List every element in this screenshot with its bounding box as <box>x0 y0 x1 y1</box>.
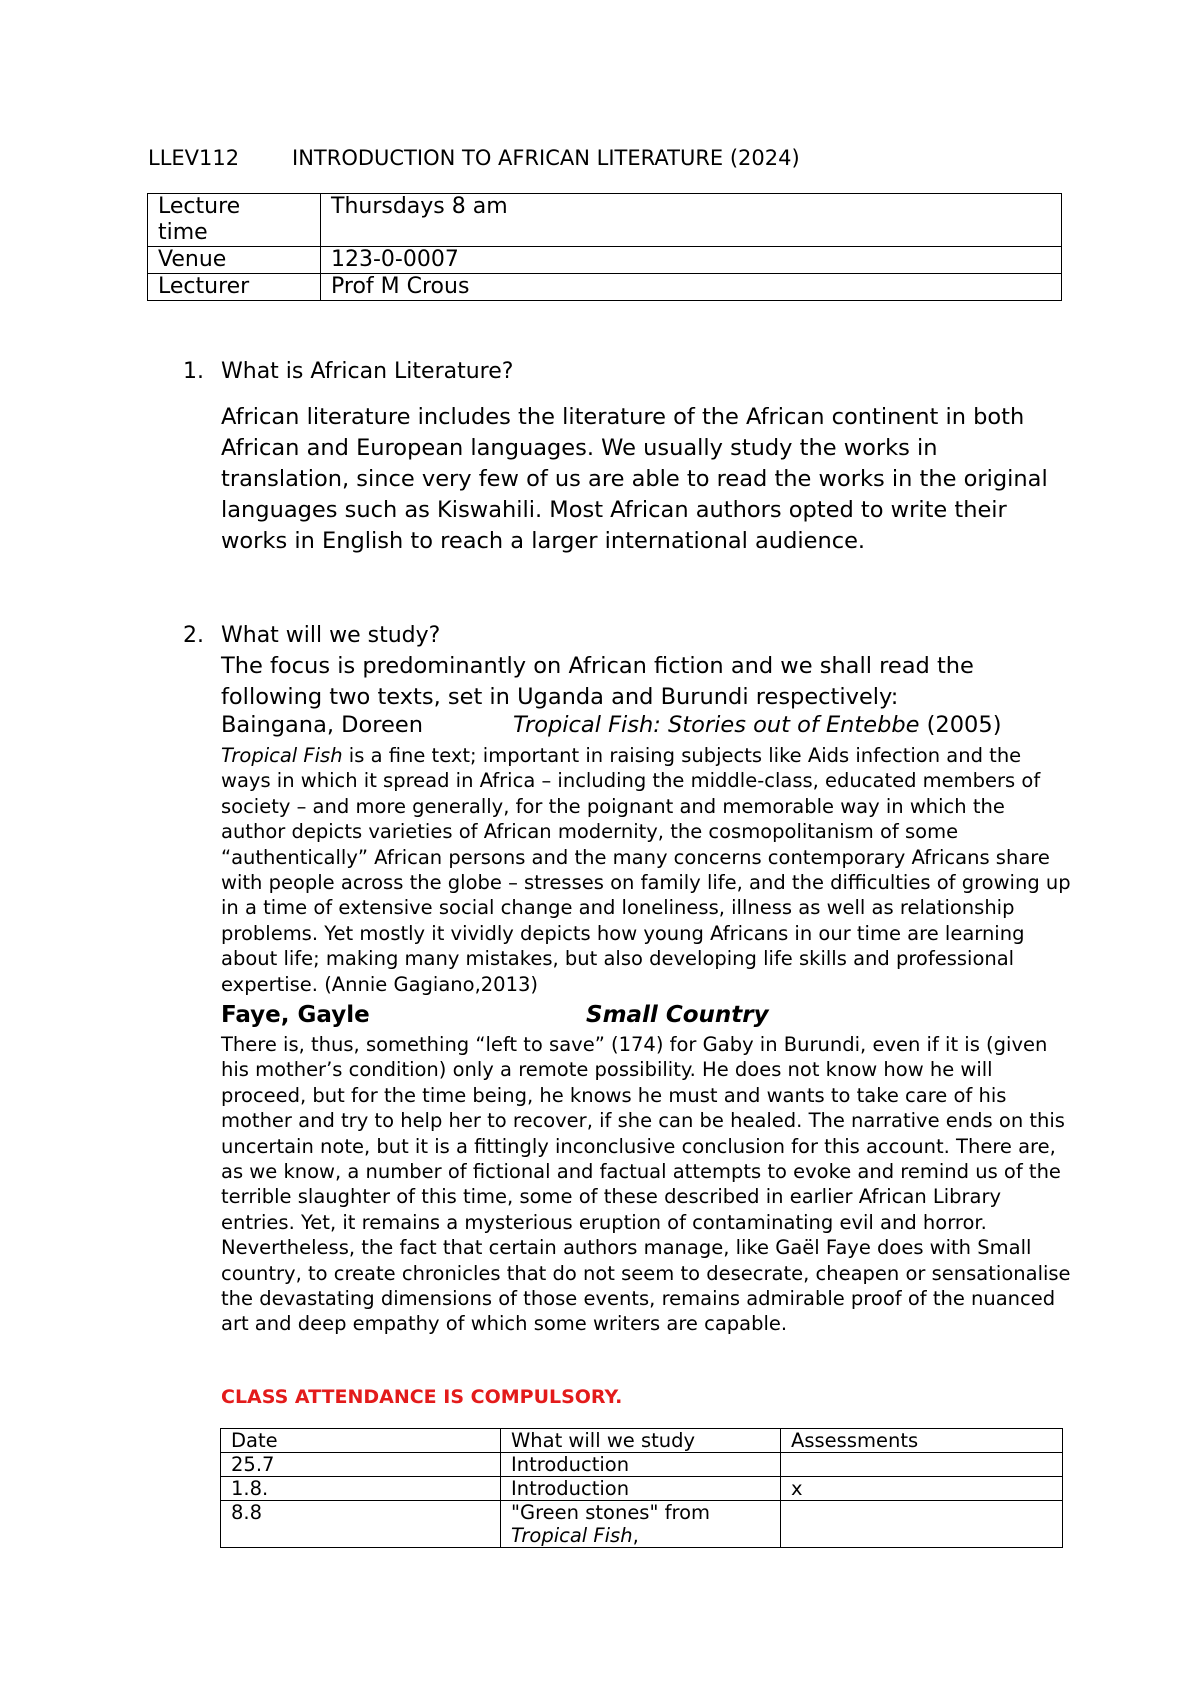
table-row <box>148 194 1062 247</box>
info-value-lecture-time: Thursdays 8 am <box>321 194 1062 247</box>
document-heading <box>148 146 800 170</box>
cell-study-italic: Tropical Fish <box>511 1524 633 1547</box>
info-label-lecturer: Lecturer <box>148 274 321 301</box>
info-value-lecturer: Prof M Crous <box>321 274 1062 301</box>
cell-date: 8.8 <box>221 1501 501 1548</box>
table-row <box>221 1477 1063 1501</box>
section2-number: 2. <box>183 623 204 648</box>
cell-assessment <box>781 1453 1063 1477</box>
info-value-venue: 123-0-0007 <box>321 247 1062 274</box>
info-label-venue: Venue <box>148 247 321 274</box>
info-label-line: Lecture <box>158 194 241 219</box>
attendance-notice: CLASS ATTENDANCE IS COMPULSORY. <box>221 1386 623 1408</box>
course-title: INTRODUCTION TO AFRICAN LITERATURE (2024) <box>292 146 800 170</box>
cell-assessment: x <box>781 1477 1063 1501</box>
table-row <box>221 1453 1063 1477</box>
text1-description <box>221 743 1071 997</box>
table-row <box>221 1501 1063 1548</box>
header-study: What will we study <box>501 1429 781 1453</box>
header-date: Date <box>221 1429 501 1453</box>
text2-author: Faye, Gayle <box>221 1002 370 1028</box>
section2-focus: The focus is predominantly on African fiction and we shall read the following two texts, set in Uganda and Burundi respectively: <box>221 653 974 710</box>
course-code: LLEV112 <box>148 146 240 170</box>
text2-title: Small Country <box>586 1002 769 1028</box>
text1-desc-body: is a fine text; important in raising subjects like Aids infection and the ways in which it spread in Africa – including the middle-class, educated members of society – and more generally, for the poignant and memorable way in which the author depicts varieties of African modernity, the cosmopolitanism of some “authentically” African persons and the many concerns contemporary Africans share with people across the globe – stresses on family life, and the difficulties of growing up in a time of extensive social change and loneliness, illness as well as relationship problems. Yet mostly it vividly depicts how young Africans in our time are learning about life; making many mistakes, but also developing life skills and professional expertise. (Annie Gagiano,2013) <box>221 744 1071 996</box>
schedule-table <box>220 1428 1063 1548</box>
cell-study-text: "Green stones" from <box>511 1501 711 1524</box>
cell-study-suffix: , <box>632 1524 639 1547</box>
text1-year: (2005) <box>919 712 1002 738</box>
table-row <box>148 274 1062 301</box>
text1-title-wrap <box>513 712 1001 738</box>
text1-citation <box>221 712 1002 738</box>
cell-study: Introduction <box>501 1477 781 1501</box>
text2-citation <box>221 1002 769 1028</box>
cell-study <box>501 1501 781 1548</box>
text2-description: There is, thus, something “left to save” (174) for Gaby in Burundi, even if it is (given his mother’s condition) only a remote possibility. He does not know how he will proceed, but for the time being, he knows he must and wants to take care of his mother and try to help her to recover, if she can be healed. The narrative ends on this uncertain note, but it is a fittingly inconclusive conclusion for this account. There are, as we know, a number of fictional and factual attempts to evoke and remind us of the terrible slaughter of this time, some of these described in earlier African Library entries. Yet, it remains a mysterious eruption of contaminating evil and horror. Nevertheless, the fact that certain authors manage, like Gaël Faye does with Small country, to create chronicles that do not seem to desecrate, cheapen or sensationalise the devastating dimensions of those events, remains admirable proof of the nuanced art and deep empathy of which some writers are capable. <box>221 1033 1071 1336</box>
cell-assessment <box>781 1501 1063 1548</box>
info-label-lecture-time <box>148 194 321 247</box>
text1-title: Tropical Fish: Stories out of Entebbe <box>513 712 920 738</box>
cell-date: 1.8. <box>221 1477 501 1501</box>
course-info-table <box>147 193 1062 301</box>
info-label-line: time <box>158 220 208 245</box>
section1-number: 1. <box>183 359 204 384</box>
header-assessments: Assessments <box>781 1429 1063 1453</box>
cell-study: Introduction <box>501 1453 781 1477</box>
text1-desc-title: Tropical Fish <box>221 744 343 767</box>
table-header-row <box>221 1429 1063 1453</box>
section1-answer: African literature includes the literature of the African continent in both African and European languages. We usually study the works in translation, since very few of us are able to read the works in the original languages such as Kiswahili. Most African authors opted to write their works in English to reach a larger international audience. <box>221 404 1048 554</box>
section2-question: What will we study? <box>221 623 441 648</box>
table-row <box>148 247 1062 274</box>
cell-date: 25.7 <box>221 1453 501 1477</box>
text1-author: Baingana, Doreen <box>221 712 423 738</box>
section1-question: What is African Literature? <box>221 359 514 384</box>
